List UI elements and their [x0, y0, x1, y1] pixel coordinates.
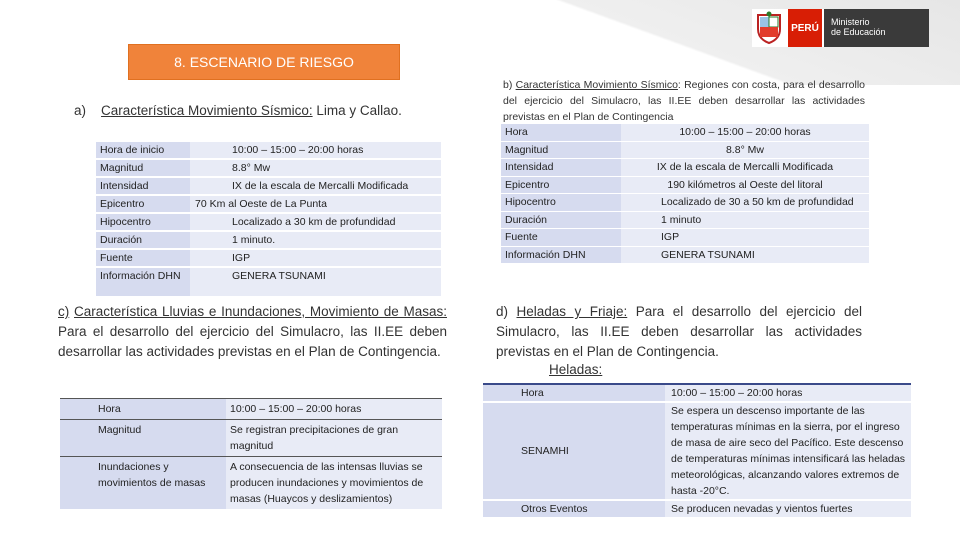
table-row: [501, 194, 869, 212]
row-value: 70 Km al Oeste de La Punta: [190, 195, 441, 213]
row-key: Otros Eventos: [483, 500, 665, 518]
table-row: [483, 402, 911, 500]
row-value: IGP: [621, 229, 869, 247]
section-c-paragraph: [58, 302, 447, 362]
row-value: IX de la escala de Mercalli Modificada: [621, 159, 869, 177]
table-row: [96, 231, 441, 249]
section-a-heading: [74, 103, 402, 118]
section-a-title-rest: Lima y Callao.: [312, 103, 402, 118]
table-row: [96, 267, 441, 297]
section-b-title: Característica Movimiento Sísmico: [515, 79, 678, 91]
section-c-marker: c): [58, 304, 70, 319]
row-key: Magnitud: [96, 159, 190, 177]
section-c-text: Para el desarrollo del ejercicio del Simulacro, las II.EE deben desarrollar las actividades previstas en el Plan de Contingencia.: [58, 324, 447, 359]
section-a-marker: a): [74, 103, 87, 118]
row-value: 190 kilómetros al Oeste del litoral: [621, 176, 869, 194]
row-key: Inundaciones y movimientos de masas: [60, 457, 226, 510]
row-value: IX de la escala de Mercalli Modificada: [190, 177, 441, 195]
section-d-title: Heladas y Friaje:: [516, 304, 628, 319]
row-key: Información DHN: [501, 246, 621, 264]
row-key: Duración: [96, 231, 190, 249]
row-value: A consecuencia de las intensas lluvias se producen inundaciones y movimientos de masas (Huaycos y deslizamientos): [226, 457, 442, 510]
table-row: [96, 177, 441, 195]
table-row: [501, 124, 869, 141]
row-key: Hipocentro: [96, 213, 190, 231]
coat-of-arms-icon: [752, 9, 786, 47]
row-key: Intensidad: [501, 159, 621, 177]
ministry-line1: Ministerio: [831, 17, 870, 27]
row-key: Epicentro: [501, 176, 621, 194]
ministry-logo: [752, 9, 929, 47]
row-value: Se producen nevadas y vientos fuertes: [665, 500, 911, 518]
table-d: [483, 383, 911, 519]
table-row: [96, 159, 441, 177]
row-key: Fuente: [96, 249, 190, 267]
table-a: [96, 142, 441, 298]
section-title-banner: 8. ESCENARIO DE RIESGO: [128, 44, 400, 80]
table-row: [60, 457, 442, 510]
row-key: Intensidad: [96, 177, 190, 195]
table-row: [501, 141, 869, 159]
ministry-name: [824, 9, 929, 47]
table-b: [501, 124, 869, 264]
table-c: [60, 398, 442, 509]
section-d-marker: d): [496, 304, 509, 319]
section-d-text: Para el desarrollo del ejercicio del Simulacro, las II.EE deben desarrollar las actividades previstas en el Plan de Contingencia.: [496, 304, 862, 359]
table-row: [501, 229, 869, 247]
row-value: GENERA TSUNAMI: [621, 246, 869, 264]
row-value: 10:00 – 15:00 – 20:00 horas: [621, 124, 869, 141]
table-row: [501, 246, 869, 264]
ministry-line2: de Educación: [831, 27, 886, 37]
table-row: [501, 176, 869, 194]
row-key: Hora: [501, 124, 621, 141]
table-row: [501, 159, 869, 177]
peru-label: PERÚ: [788, 9, 822, 47]
section-b-paragraph: [503, 77, 865, 125]
section-c-title: Característica Lluvias e Inundaciones, Movimiento de Masas:: [74, 304, 447, 319]
section-b-text: : Regiones con costa, para el desarrollo del ejercicio del Simulacro, las II.EE deben desarrollar las actividades previstas en el Plan de Contingencia: [503, 79, 865, 123]
row-value: 10:00 – 15:00 – 20:00 horas: [190, 142, 441, 159]
row-value: 1 minuto.: [190, 231, 441, 249]
row-value: 10:00 – 15:00 – 20:00 horas: [226, 399, 442, 420]
table-row: [483, 500, 911, 518]
section-b-marker: b): [503, 79, 513, 91]
row-value: 8.8° Mw: [621, 141, 869, 159]
row-value: GENERA TSUNAMI: [190, 267, 441, 297]
row-key: Hora de inicio: [96, 142, 190, 159]
table-row: [60, 420, 442, 457]
row-key: Información DHN: [96, 267, 190, 297]
row-key: Magnitud: [60, 420, 226, 457]
row-value: 10:00 – 15:00 – 20:00 horas: [665, 384, 911, 402]
section-a-title: Característica Movimiento Sísmico:: [101, 103, 313, 118]
row-key: Hipocentro: [501, 194, 621, 212]
section-d-paragraph: [496, 302, 862, 362]
row-value: Localizado de 30 a 50 km de profundidad: [621, 194, 869, 212]
row-value: Se registran precipitaciones de gran magnitud: [226, 420, 442, 457]
row-value: Se espera un descenso importante de las temperaturas mínimas en la sierra, por el ingreso de masa de aire seco del Pacífico. Este descenso de temperaturas mínimas intensificará las heladas meteorológicas, alcanzando valores extremos de hasta -20°C.: [665, 402, 911, 500]
table-row: [96, 142, 441, 159]
row-key: Hora: [483, 384, 665, 402]
table-row: [96, 249, 441, 267]
row-key: Fuente: [501, 229, 621, 247]
row-key: SENAMHI: [483, 402, 665, 500]
row-value: 1 minuto: [621, 211, 869, 229]
table-row: [483, 384, 911, 402]
row-value: Localizado a 30 km de profundidad: [190, 213, 441, 231]
table-row: [501, 211, 869, 229]
table-row: [96, 213, 441, 231]
row-value: IGP: [190, 249, 441, 267]
row-value: 8.8° Mw: [190, 159, 441, 177]
row-key: Magnitud: [501, 141, 621, 159]
section-d-subtitle: Heladas:: [549, 362, 603, 377]
table-row: [60, 399, 442, 420]
row-key: Epicentro: [96, 195, 190, 213]
table-row: [96, 195, 441, 213]
row-key: Hora: [60, 399, 226, 420]
row-key: Duración: [501, 211, 621, 229]
